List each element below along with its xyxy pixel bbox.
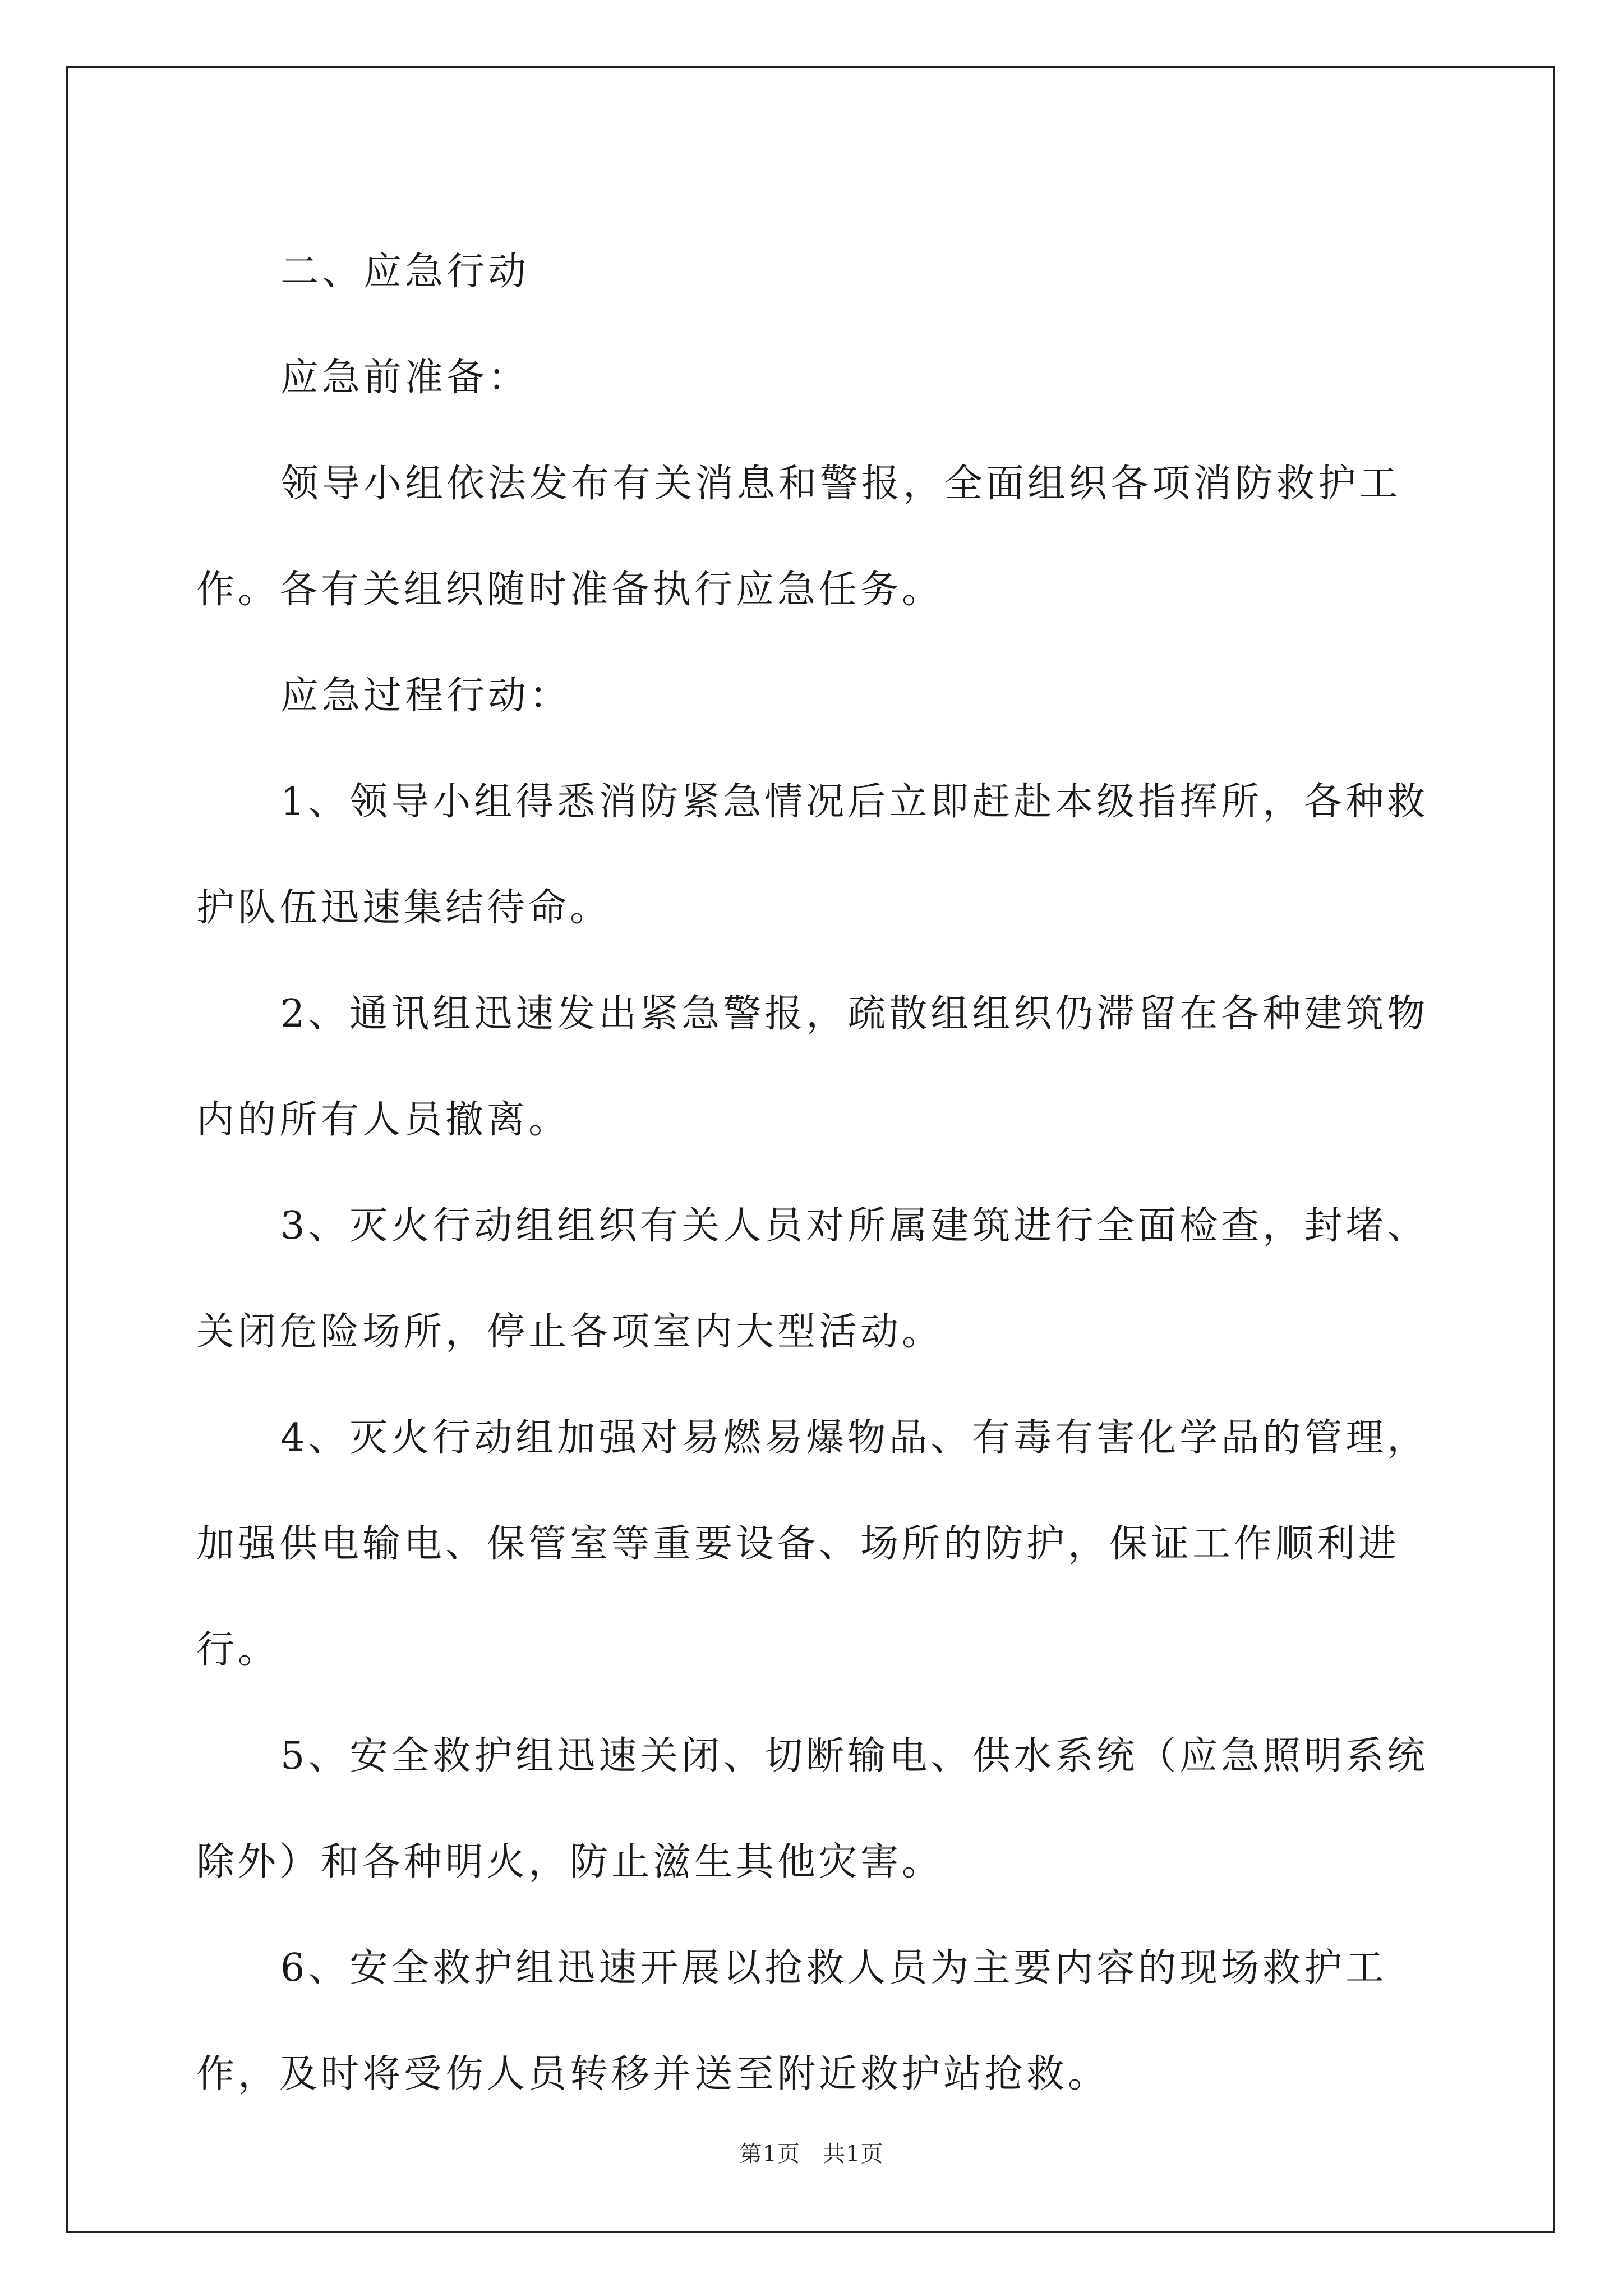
page-number: 第1页 <box>739 2141 800 2167</box>
action-item-6: 6、安全救护组迅速开展以抢救人员为主要内容的现场救护工作，及时将受伤人员转移并送至附近救护站抢救。 <box>196 1946 1387 2096</box>
section-heading: 二、应急行动 <box>280 250 530 294</box>
prep-label: 应急前准备： <box>280 356 530 400</box>
action-item-3: 3、灭火行动组组织有关人员对所属建筑进行全面检查，封堵、关闭危险场所，停止各项室内大型活动。 <box>196 1204 1429 1354</box>
document-body <box>196 219 1430 2127</box>
action-item-4: 4、灭火行动组加强对易燃易爆物品、有毒有害化学品的管理，加强供电输电、保管室等重要设备、场所的防护，保证工作顺利进行。 <box>196 1416 1429 1672</box>
page-total: 共1页 <box>823 2141 884 2167</box>
process-label: 应急过程行动： <box>280 674 571 718</box>
prep-paragraph: 领导小组依法发布有关消息和警报，全面组织各项消防救护工作。各有关组织随时准备执行应急任务。 <box>196 462 1401 612</box>
action-item-5: 5、安全救护组迅速关闭、切断输电、供水系统（应急照明系统除外）和各种明火，防止滋生其他灾害。 <box>196 1734 1429 1884</box>
action-item-1: 1、领导小组得悉消防紧急情况后立即赶赴本级指挥所，各种救护队伍迅速集结待命。 <box>196 780 1429 930</box>
page-footer <box>0 2136 1623 2168</box>
action-item-2: 2、通讯组迅速发出紧急警报，疏散组组织仍滞留在各种建筑物内的所有人员撤离。 <box>196 992 1429 1142</box>
